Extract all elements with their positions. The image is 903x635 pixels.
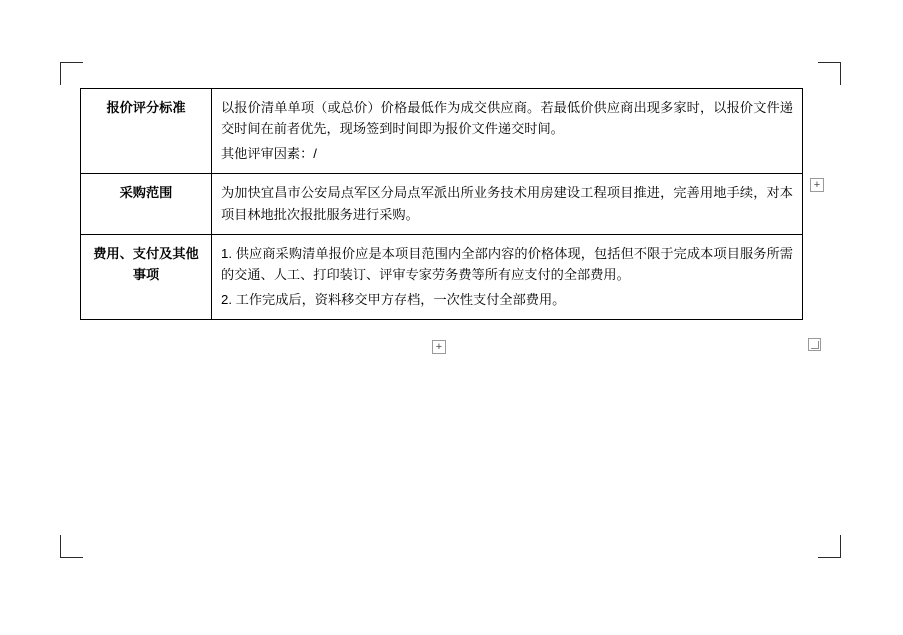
row-label-text: 采购范围 xyxy=(119,185,173,201)
crop-mark-top-right xyxy=(818,62,841,85)
add-row-button[interactable]: + xyxy=(432,340,446,354)
paragraph: 其他评审因素：/ xyxy=(221,145,317,161)
add-column-button[interactable]: + xyxy=(810,178,824,192)
row-content-fees-payment xyxy=(212,234,803,319)
table-row xyxy=(81,89,803,174)
row-label-scoring-criteria xyxy=(81,89,212,174)
crop-mark-top-left xyxy=(60,62,83,85)
paragraph: 以报价清单单项（或总价）价格最低作为成交供应商。若最低价供应商出现多家时，以报价文件递交时间在前者优先，现场签到时间即为报价文件递交时间。 xyxy=(221,100,793,137)
crop-mark-bottom-right xyxy=(818,535,841,558)
paragraph: 为加快宜昌市公安局点军区分局点军派出所业务技术用房建设工程项目推进，完善用地手续，对本项目林地批次报批服务进行采购。 xyxy=(221,185,793,222)
row-label-procurement-scope xyxy=(81,174,212,235)
paragraph: 2. 工作完成后，资料移交甲方存档，一次性支付全部费用。 xyxy=(221,291,566,307)
table-resize-handle[interactable] xyxy=(808,338,821,351)
table-row xyxy=(81,234,803,319)
row-label-fees-payment xyxy=(81,234,212,319)
row-label-text: 费用、支付及其他事项 xyxy=(93,245,199,282)
paragraph: 1. 供应商采购清单报价应是本项目范围内全部内容的价格体现，包括但不限于完成本项目服务所需的交通、人工、打印装订、评审专家劳务费等所有应支付的全部费用。 xyxy=(221,245,793,283)
requirements-table xyxy=(80,88,803,320)
row-label-text: 报价评分标准 xyxy=(106,100,186,115)
table-row xyxy=(81,174,803,235)
row-content-scoring-criteria xyxy=(212,89,803,174)
crop-mark-bottom-left xyxy=(60,535,83,558)
row-content-procurement-scope xyxy=(212,174,803,235)
